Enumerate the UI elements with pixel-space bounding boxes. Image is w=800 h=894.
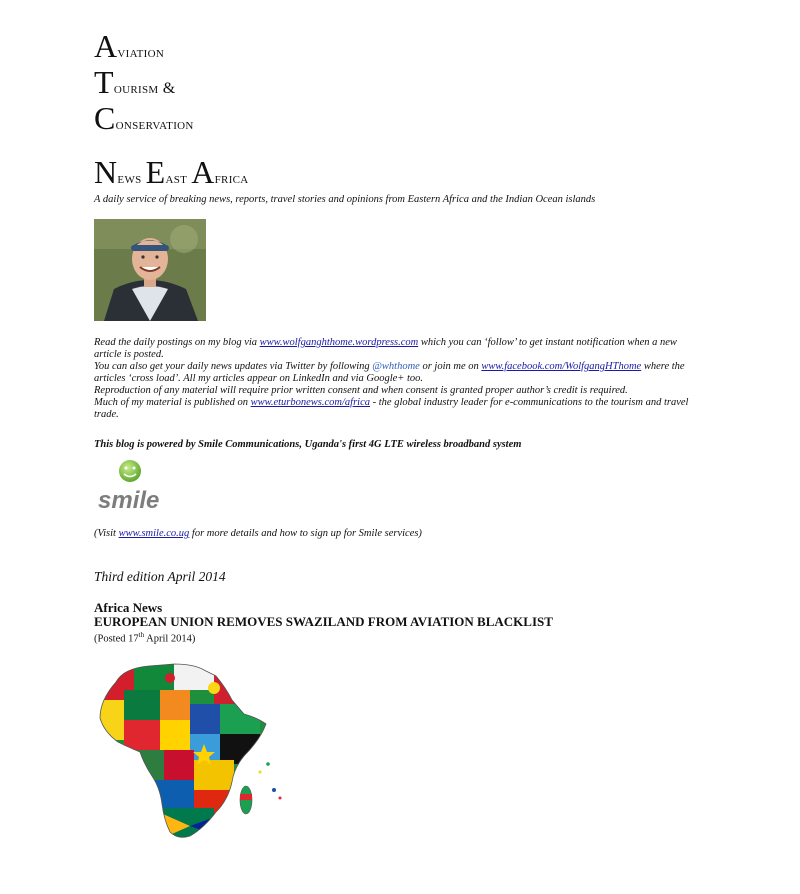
edition-label: Third edition April 2014 bbox=[94, 569, 226, 584]
powered-by-notice: This blog is powered by Smile Communications, Uganda's first 4G LTE wireless broadband system bbox=[94, 439, 522, 450]
article-posted-date: (Posted 17th April 2014) bbox=[94, 631, 196, 645]
visit-smile-note: (Visit www.smile.co.ug for more details and how to sign up for Smile services) bbox=[94, 528, 422, 539]
author-photo-illustration bbox=[94, 219, 206, 321]
masthead-initial: N bbox=[94, 154, 118, 190]
masthead-conservation bbox=[94, 100, 714, 136]
masthead-tourism bbox=[94, 64, 714, 100]
info-paragraph-social: You can also get your daily news updates via Twitter by following @whthome or join me on www.facebook.com/WolfgangHThome where the articles ‘cross load’. All my articles appear on LinkedIn and via Google+ too. bbox=[94, 361, 685, 384]
masthead-word: ast bbox=[165, 170, 188, 187]
article-headline: EUROPEAN UNION REMOVES SWAZILAND FROM AVIATION BLACKLIST bbox=[94, 614, 553, 629]
masthead-news-east-africa bbox=[94, 150, 714, 194]
smile-logo-graphic bbox=[94, 458, 174, 518]
africa-flags-map bbox=[94, 660, 294, 842]
blog-link[interactable]: www.wolfganghthome.wordpress.com bbox=[259, 337, 419, 348]
smile-logo-text: smile bbox=[98, 487, 160, 514]
masthead-aviation bbox=[94, 28, 714, 64]
masthead-word: frica bbox=[214, 170, 249, 187]
africa-flags-map-illustration bbox=[94, 660, 294, 842]
masthead-initial: T bbox=[94, 64, 114, 100]
eturbonews-link[interactable]: www.eturbonews.com/africa bbox=[250, 397, 370, 408]
facebook-link[interactable]: www.facebook.com/WolfgangHThome bbox=[481, 361, 642, 372]
newsletter-page bbox=[94, 28, 714, 842]
masthead-word: ourism & bbox=[113, 80, 176, 97]
masthead-initial: E bbox=[145, 154, 166, 190]
section-title: Africa News bbox=[94, 600, 163, 615]
masthead-initial: A bbox=[94, 28, 118, 64]
masthead-word: viation bbox=[117, 44, 165, 61]
twitter-handle[interactable]: @whthome bbox=[372, 361, 420, 372]
smile-logo bbox=[94, 458, 174, 518]
info-paragraph-blog: Read the daily postings on my blog via www.wolfganghthome.wordpress.com which you can ‘follow’ to get instant notification when a new article is posted. bbox=[94, 337, 677, 360]
masthead-initial: C bbox=[94, 100, 116, 136]
masthead-initial: A bbox=[191, 154, 215, 190]
author-photo bbox=[94, 219, 206, 321]
masthead-word: ews bbox=[117, 170, 142, 187]
masthead-word: onservation bbox=[115, 116, 194, 133]
info-paragraph-reproduction: Reproduction of any material will require prior written consent and when consent is granted proper author’s credit is required. bbox=[94, 385, 628, 396]
info-paragraph-publication: Much of my material is published on www.eturbonews.com/africa - the global industry leader for e-communications to the tourism and travel trade. bbox=[94, 397, 689, 420]
tagline: A daily service of breaking news, reports, travel stories and opinions from Eastern Africa and the Indian Ocean islands bbox=[94, 194, 596, 205]
smile-link[interactable]: www.smile.co.ug bbox=[118, 528, 190, 539]
blog-info bbox=[94, 337, 694, 421]
